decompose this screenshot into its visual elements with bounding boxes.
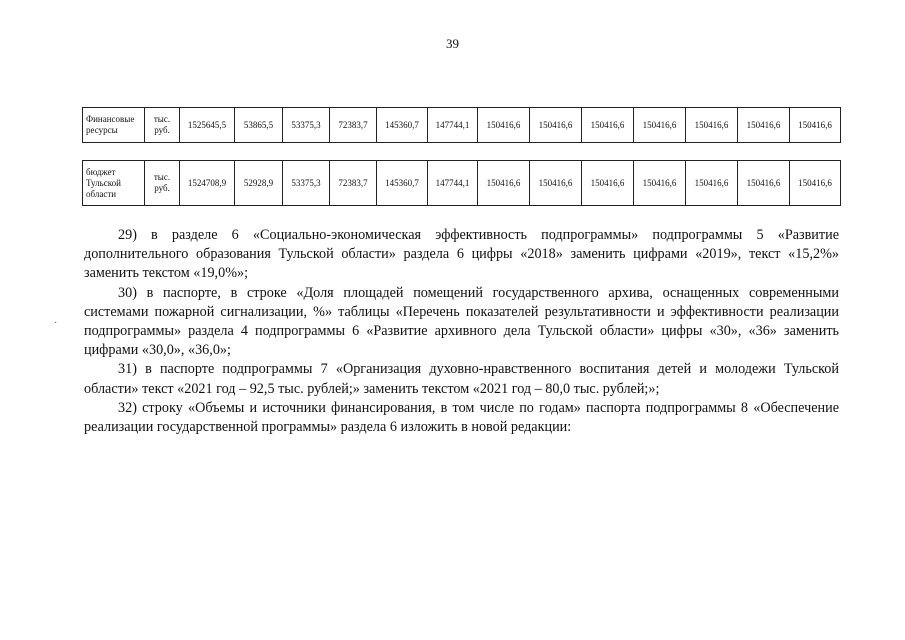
value-cell: 52928,9 (235, 161, 283, 206)
value-cell: 53865,5 (235, 108, 283, 143)
value-cell: 147744,1 (428, 161, 478, 206)
unit-cell: тыс. руб. (145, 108, 180, 143)
value-cell: 150416,6 (686, 161, 738, 206)
unit-cell: тыс. руб. (145, 161, 180, 206)
value-cell: 53375,3 (283, 108, 330, 143)
value-cell: 145360,7 (377, 161, 428, 206)
value-cell: 150416,6 (634, 161, 686, 206)
financial-resources-table (82, 107, 841, 143)
value-cell: 150416,6 (530, 161, 582, 206)
table-row (83, 161, 841, 206)
margin-mark: · (54, 318, 58, 329)
value-cell: 150416,6 (634, 108, 686, 143)
value-cell: 53375,3 (283, 161, 330, 206)
value-cell: 145360,7 (377, 108, 428, 143)
amendment-text (84, 226, 839, 437)
value-cell: 150416,6 (686, 108, 738, 143)
regional-budget-table (82, 160, 841, 206)
paragraph-32: 32) строку «Объемы и источники финансирования, в том числе по годам» паспорта подпрограммы 8 «Обеспечение реализации государственной программы» раздела 6 изложить в новой редакции: (84, 399, 839, 436)
value-cell: 147744,1 (428, 108, 478, 143)
value-cell: 150416,6 (582, 108, 634, 143)
value-cell: 150416,6 (790, 108, 841, 143)
value-cell: 150416,6 (530, 108, 582, 143)
value-cell: 150416,6 (790, 161, 841, 206)
paragraph-31: 31) в паспорте подпрограммы 7 «Организация духовно-нравственного воспитания детей и молодежи Тульской области» текст «2021 год – 92,5 тыс. рублей;» заменить текстом «2021 год – 80,0 тыс. рублей;»; (84, 361, 839, 397)
row-label: Финансовые ресурсы (83, 108, 145, 143)
page-number: 39 (446, 36, 459, 51)
value-cell: 72383,7 (330, 161, 377, 206)
value-cell-total: 1525645,5 (180, 108, 235, 143)
value-cell: 150416,6 (478, 161, 530, 206)
value-cell: 150416,6 (738, 108, 790, 143)
value-cell: 150416,6 (478, 108, 530, 143)
value-cell: 150416,6 (582, 161, 634, 206)
value-cell: 72383,7 (330, 108, 377, 143)
value-cell: 150416,6 (738, 161, 790, 206)
value-cell-total: 1524708,9 (180, 161, 235, 206)
paragraph-30: 30) в паспорте, в строке «Доля площадей помещений государственного архива, оснащенных современными системами пожарной сигнализации, %» таблицы «Перечень показателей результативности и эффективности реализации подпрограммы» раздела 4 подпрограммы 6 «Развитие архивного дела Тульской области» цифры «30», «36» заменить цифрами «30,0», «36,0»; (84, 284, 839, 359)
table-row (83, 108, 841, 143)
paragraph-29: 29) в разделе 6 «Социально-экономическая эффективность подпрограммы» подпрограммы 5 «Развитие дополнительного образования Тульской области» раздела 6 цифры «2018» заменить цифрами «2019», текст «15,2%» заменить текстом «19,0%»; (84, 227, 839, 282)
row-label: бюджет Тульской области (83, 161, 145, 206)
